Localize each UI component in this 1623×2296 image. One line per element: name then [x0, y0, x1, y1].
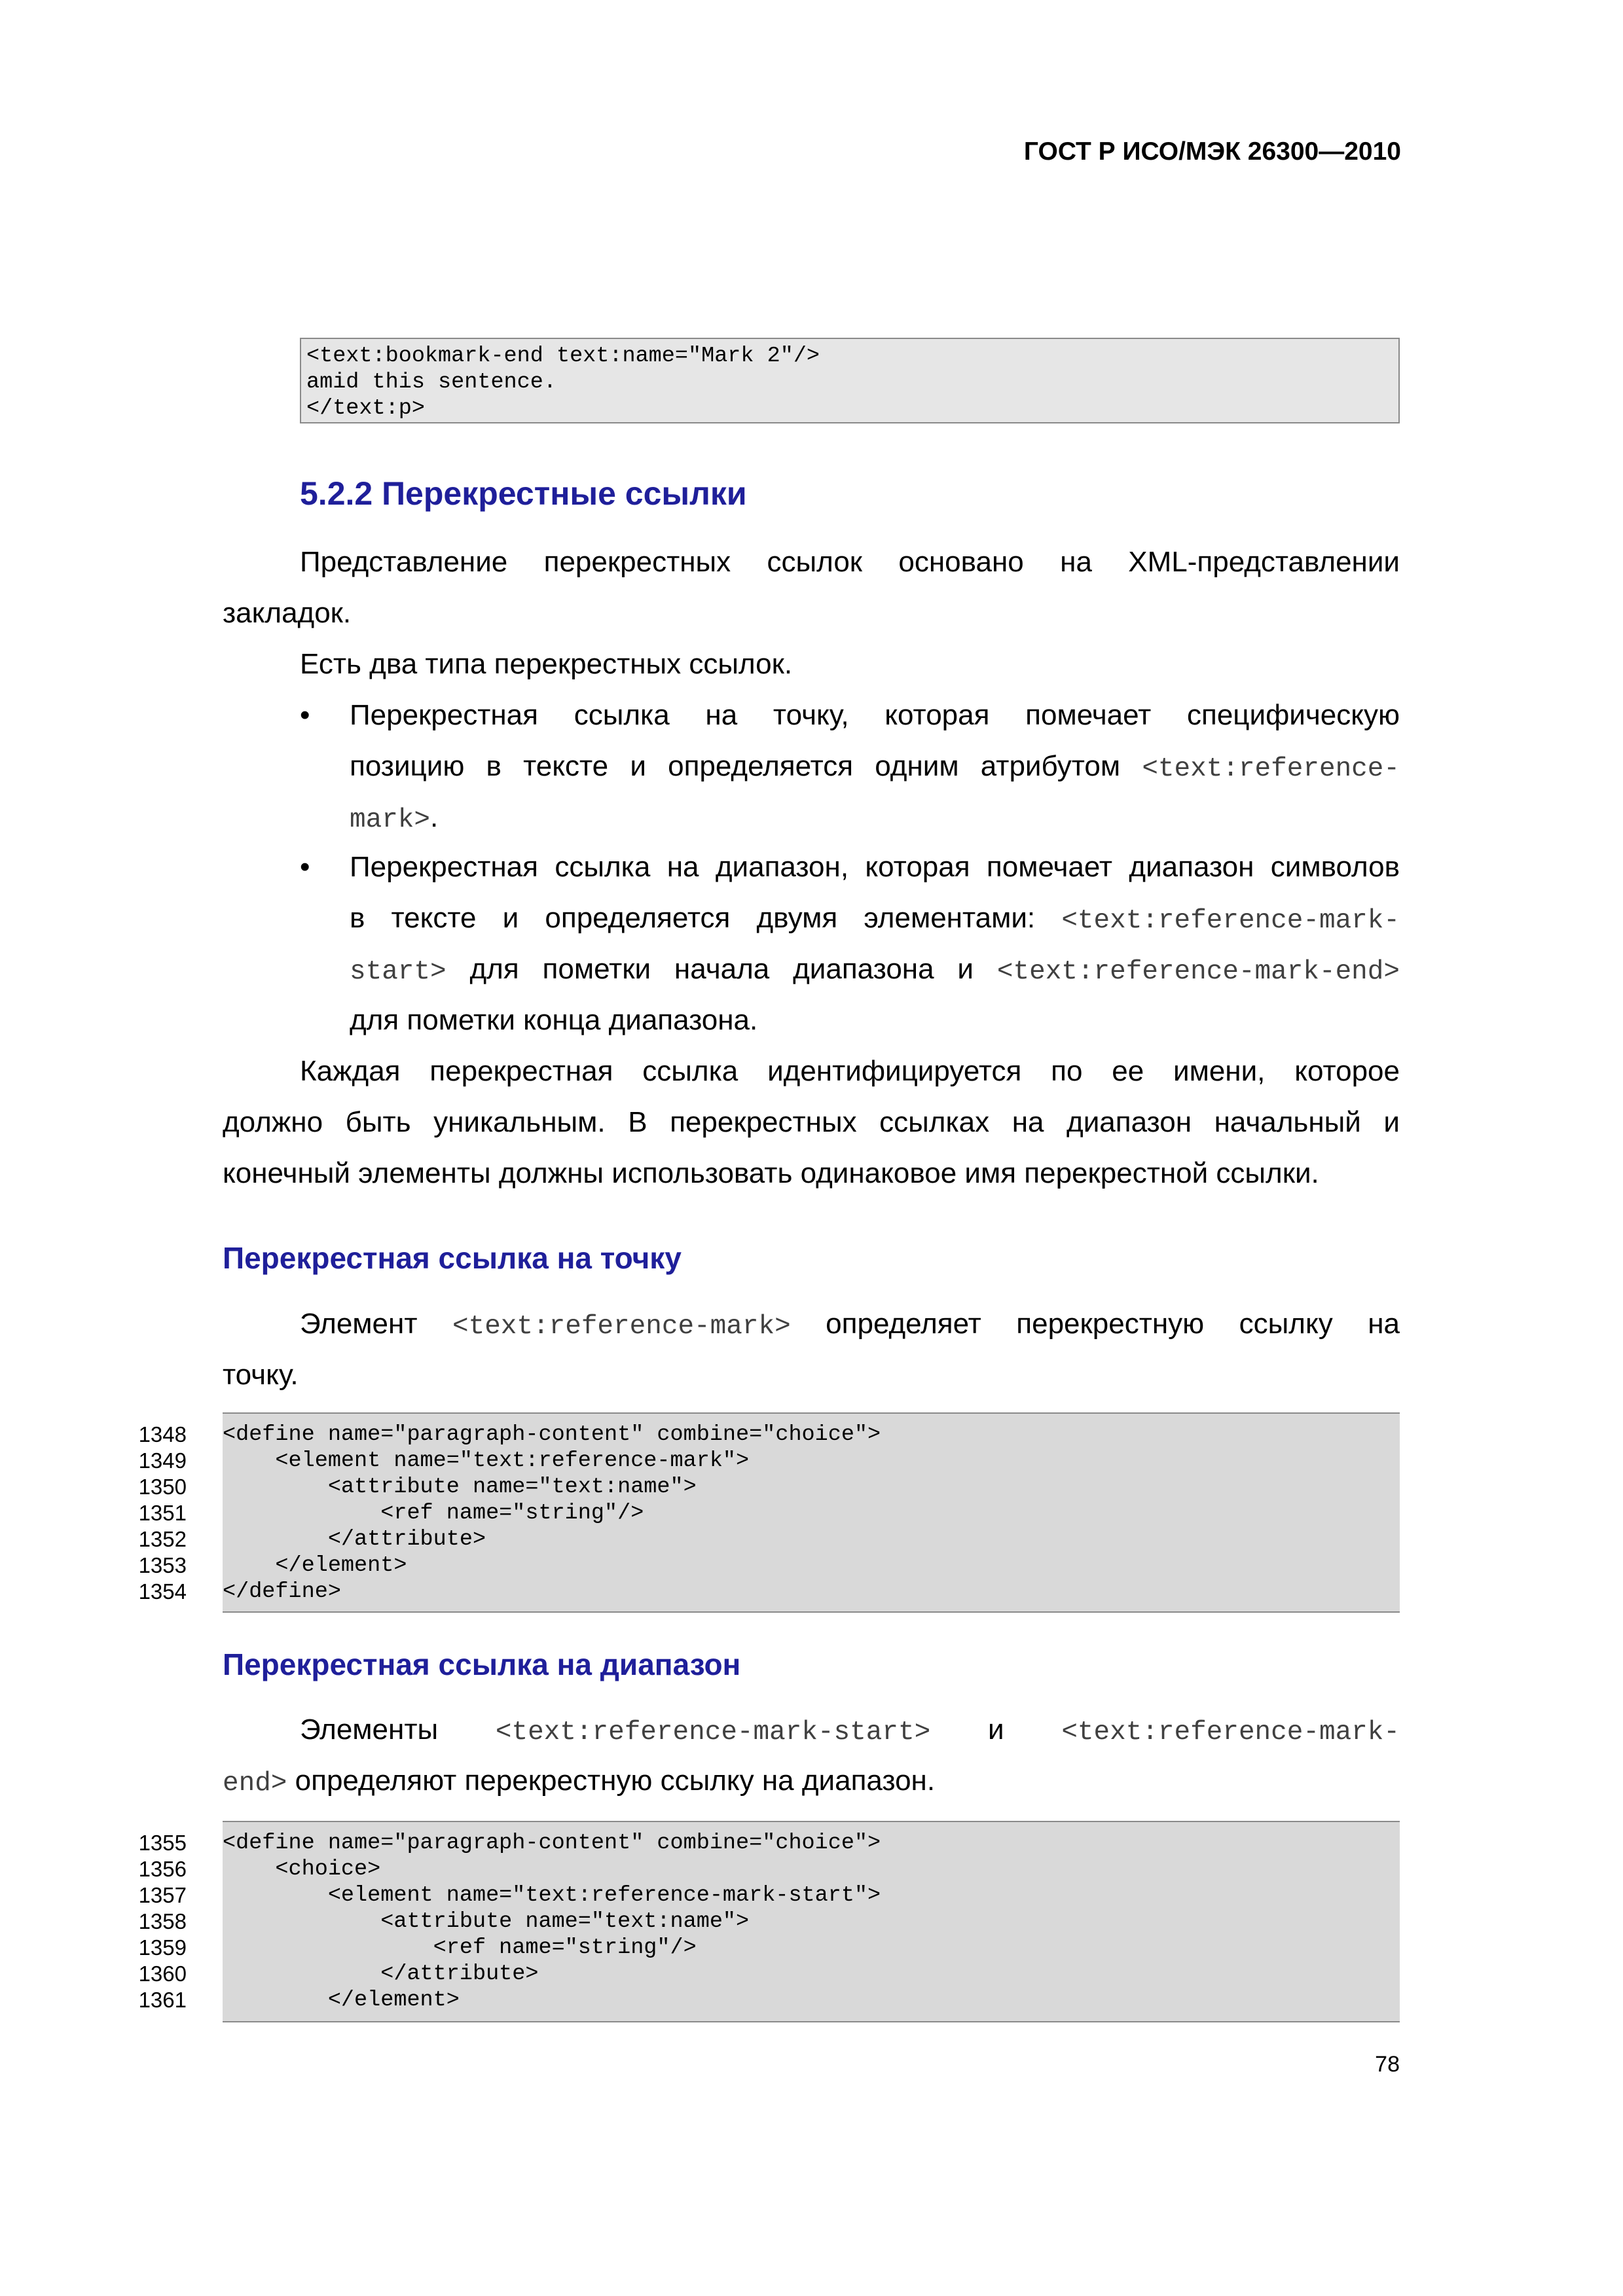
- line-number: 1358: [138, 1909, 187, 1933]
- line-number: 1349: [138, 1448, 187, 1473]
- document-header: ГОСТ Р ИСО/МЭК 26300—2010: [1023, 137, 1401, 166]
- para-text: Элементы: [300, 1713, 496, 1746]
- page-number: 78: [1375, 2052, 1400, 2077]
- code-line: amid this sentence.: [306, 370, 556, 395]
- line-number: 1361: [138, 1988, 187, 2012]
- code-line: </element>: [223, 1553, 407, 1578]
- line-number: 1360: [138, 1962, 187, 1986]
- code-line: <attribute name="text:name">: [223, 1909, 750, 1934]
- code-line: </attribute>: [223, 1527, 486, 1552]
- code-block-bookmark: [300, 338, 1400, 423]
- code-line: <text:bookmark-end text:name="Mark 2"/>: [306, 344, 820, 368]
- bullet-marker: •: [300, 851, 310, 883]
- inline-code: <text:reference-mark-: [1061, 1717, 1400, 1748]
- code-line: </define>: [223, 1579, 341, 1604]
- section-heading: 5.2.2 Перекрестные ссылки: [300, 475, 747, 512]
- intro-paragraph: [223, 537, 1400, 639]
- bullet-line: Перекрестная ссылка на точку, которая помечает специфическую: [350, 699, 1400, 731]
- code-line: </text:p>: [306, 396, 425, 421]
- para-text: Элемент: [300, 1308, 452, 1340]
- bullet-line-text: .: [430, 801, 439, 833]
- code-line: <attribute name="text:name">: [223, 1475, 697, 1499]
- intro-line-1: Представление перекрестных ссылок основано на XML-представлении: [300, 546, 1400, 578]
- line-number: 1352: [138, 1527, 187, 1551]
- bullet-line-text: для пометки начала диапазона и: [446, 953, 997, 985]
- bullet-line: для пометки конца диапазона.: [350, 1004, 758, 1036]
- subsection-heading-range: Перекрестная ссылка на диапазон: [223, 1647, 741, 1681]
- uniqueness-paragraph: [223, 1046, 1400, 1199]
- inline-code: <text:reference-mark-start>: [495, 1717, 931, 1748]
- para-line: точку.: [223, 1359, 299, 1391]
- line-number: 1353: [138, 1553, 187, 1577]
- bullet-line-text: позицию в тексте и определяется одним атрибутом: [350, 750, 1142, 782]
- code-listing-2: [223, 1821, 1400, 2022]
- intro-line-2: закладок.: [223, 597, 352, 629]
- code-line: <choice>: [223, 1857, 381, 1882]
- line-numbers-listing-2: [128, 1830, 187, 2013]
- inline-code: <text:reference-mark-: [1061, 906, 1400, 936]
- para-line: конечный элементы должны использовать одинаковое имя перекрестной ссылки.: [223, 1157, 1319, 1189]
- types-paragraph: [223, 639, 1400, 690]
- code-line: </attribute>: [223, 1962, 539, 1986]
- para-text: и: [930, 1713, 1062, 1746]
- bullet-range-mark: [300, 842, 1400, 1046]
- code-line: <element name="text:reference-mark">: [223, 1448, 750, 1473]
- code-line: <element name="text:reference-mark-start">: [223, 1883, 881, 1908]
- line-numbers-listing-1: [128, 1422, 187, 1605]
- types-text: Есть два типа перекрестных ссылок.: [300, 648, 793, 680]
- subsection-heading-point: Перекрестная ссылка на точку: [223, 1241, 682, 1275]
- inline-code: <text:reference-: [1142, 754, 1400, 784]
- inline-code: end>: [223, 1768, 287, 1799]
- line-number: 1354: [138, 1579, 187, 1604]
- inline-code: mark>: [350, 805, 431, 835]
- para-text: определяет перекрестную ссылку на: [790, 1308, 1400, 1340]
- code-line: <ref name="string"/>: [223, 1501, 644, 1526]
- code-line: <ref name="string"/>: [223, 1935, 697, 1960]
- line-number: 1350: [138, 1475, 187, 1499]
- line-number: 1348: [138, 1422, 187, 1446]
- line-number: 1359: [138, 1935, 187, 1960]
- line-number: 1355: [138, 1831, 187, 1855]
- line-number: 1357: [138, 1883, 187, 1907]
- line-number: 1351: [138, 1501, 187, 1525]
- code-line: </element>: [223, 1988, 460, 2013]
- range-paragraph: [223, 1704, 1400, 1806]
- para-text: определяют перекрестную ссылку на диапазон.: [287, 1765, 936, 1797]
- para-line: должно быть уникальным. В перекрестных ссылках на диапазон начальный и: [223, 1106, 1400, 1138]
- bullet-line: Перекрестная ссылка на диапазон, которая помечает диапазон символов: [350, 851, 1400, 883]
- bullet-line-text: в тексте и определяется двумя элементами:: [350, 902, 1062, 934]
- inline-code: start>: [350, 957, 447, 987]
- inline-code: <text:reference-mark-end>: [996, 957, 1400, 987]
- point-paragraph: [223, 1299, 1400, 1401]
- para-line: Каждая перекрестная ссылка идентифицируется по ее имени, которое: [300, 1055, 1400, 1087]
- inline-code: <text:reference-mark>: [452, 1312, 791, 1342]
- code-listing-1: [223, 1412, 1400, 1613]
- line-number: 1356: [138, 1857, 187, 1881]
- code-line: <define name="paragraph-content" combine="choice">: [223, 1831, 881, 1856]
- bullet-marker: •: [300, 699, 310, 731]
- code-line: <define name="paragraph-content" combine="choice">: [223, 1422, 881, 1447]
- bullet-point-mark: [300, 690, 1400, 843]
